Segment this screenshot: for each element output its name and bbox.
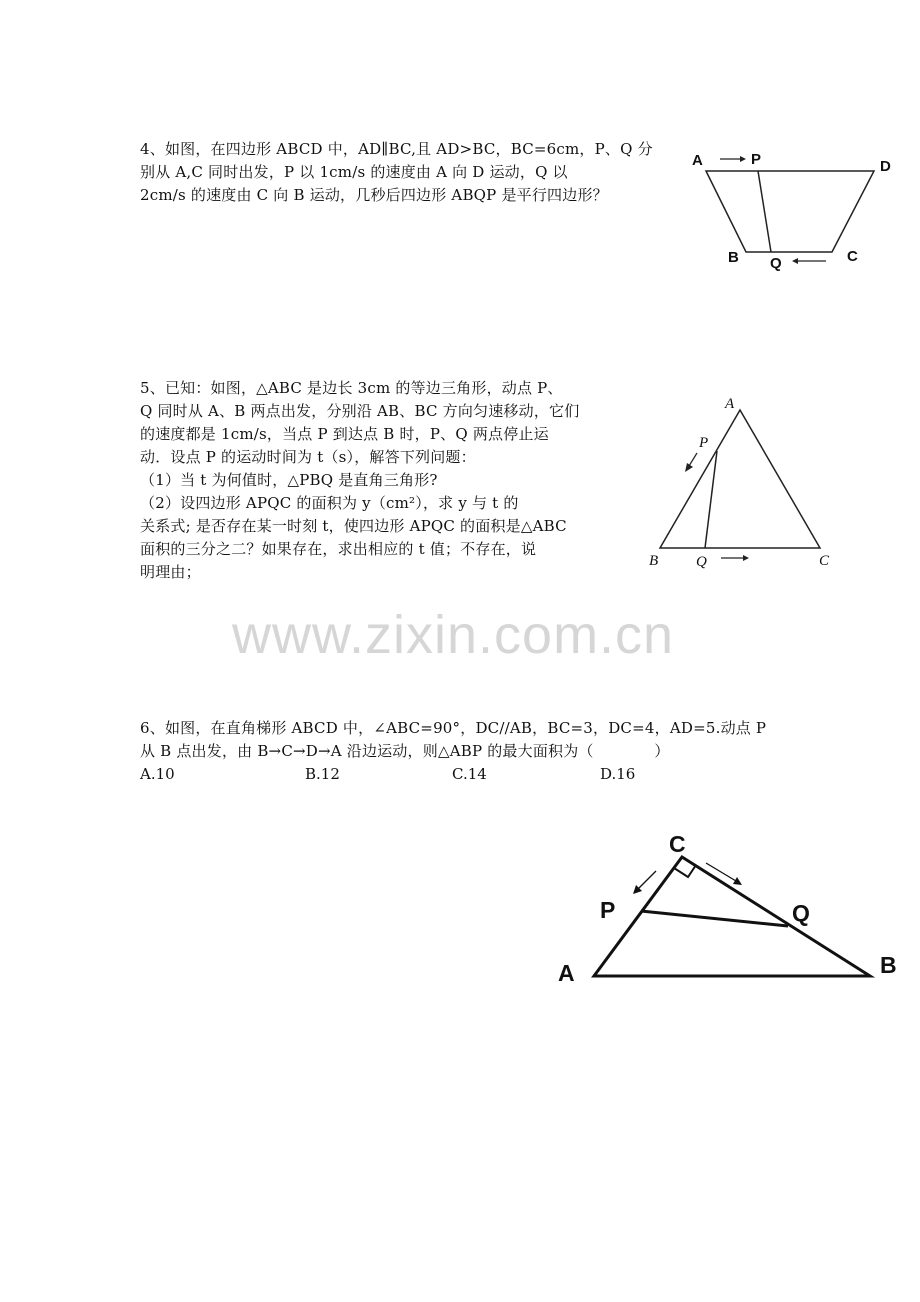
arrow-p-shaft <box>638 871 656 889</box>
q5-line: 面积的三分之二？如果存在，求出相应的 t 值；不存在，说 <box>140 540 537 558</box>
label-B: B <box>728 249 739 266</box>
q4-line: 别从 A,C 同时出发，P 以 1cm/s 的速度由 A 向 D 运动，Q 以 <box>140 163 568 181</box>
segment-pq <box>641 911 788 926</box>
q6-figure-right-triangle <box>550 825 910 995</box>
trapezoid-abcd <box>706 171 874 252</box>
question-6-text <box>140 717 766 763</box>
label-B: B <box>649 553 659 569</box>
option-b: B.12 <box>305 765 340 783</box>
q4-figure-trapezoid <box>680 140 910 275</box>
arrow-p-shaft <box>689 453 697 466</box>
question-5-text <box>140 377 579 584</box>
arrow-q-head <box>743 555 749 561</box>
right-angle-mark <box>674 865 696 877</box>
q5-line: Q 同时从 A、B 两点出发，分别沿 AB、BC 方向匀速移动，它们 <box>140 402 580 420</box>
label-C: C <box>847 248 858 265</box>
arrow-p-head <box>685 463 693 472</box>
q4-line: 4、如图，在四边形 ABCD 中，AD∥BC,且 AD>BC，BC=6cm，P、Q 分 <box>140 140 653 158</box>
q5-line: （1）当 t 为何值时，△PBQ 是直角三角形? <box>140 471 438 489</box>
q4-line: 2cm/s 的速度由 C 向 B 运动，几秒后四边形 ABQP 是平行四边形？ <box>140 186 608 204</box>
label-A: A <box>558 960 575 986</box>
triangle-abc <box>594 857 870 976</box>
label-P: P <box>751 151 762 168</box>
triangle-abc <box>660 410 820 548</box>
question-4-text <box>140 138 653 207</box>
q6-line: 从 B 点出发，由 B→C→D→A 沿边运动，则△ABP 的最大面积为（ ） <box>140 742 670 760</box>
q5-line: （2）设四边形 APQC 的面积为 y（cm²），求 y 与 t 的 <box>140 494 519 512</box>
label-D: D <box>880 158 891 175</box>
option-d: D.16 <box>600 765 636 783</box>
q5-line: 的速度都是 1cm/s，当点 P 到达点 B 时，P、Q 两点停止运 <box>140 425 549 443</box>
arrow-q-shaft <box>706 863 736 881</box>
label-Q: Q <box>792 900 810 926</box>
label-P: P <box>699 435 709 451</box>
label-Q: Q <box>696 554 707 570</box>
segment-pq <box>758 171 771 252</box>
label-Q: Q <box>770 255 782 272</box>
q5-figure-triangle <box>645 390 845 575</box>
q5-line: 关系式; 是否存在某一时刻 t，使四边形 APQC 的面积是△ABC <box>140 517 567 535</box>
q5-line: 5、已知：如图，△ABC 是边长 3cm 的等边三角形，动点 P、 <box>140 379 563 397</box>
arrow-q-head <box>792 258 798 264</box>
segment-pq <box>705 451 717 548</box>
label-A: A <box>725 396 735 412</box>
label-P: P <box>600 897 616 923</box>
label-A: A <box>692 152 703 169</box>
option-c: C.14 <box>452 765 487 783</box>
q5-line: 动．设点 P 的运动时间为 t（s），解答下列问题： <box>140 448 476 466</box>
label-B: B <box>880 952 897 978</box>
label-C: C <box>669 831 686 857</box>
label-C: C <box>819 553 830 569</box>
q5-line: 明理由； <box>140 563 201 581</box>
arrow-q-head <box>733 877 742 885</box>
watermark: www.zixin.com.cn <box>232 605 675 665</box>
option-a: A.10 <box>140 765 175 783</box>
q6-line: 6、如图，在直角梯形 ABCD 中，∠ABC=90°，DC//AB，BC=3，DC=4，AD=5.动点 P <box>140 719 767 737</box>
arrow-p-head <box>740 156 746 162</box>
